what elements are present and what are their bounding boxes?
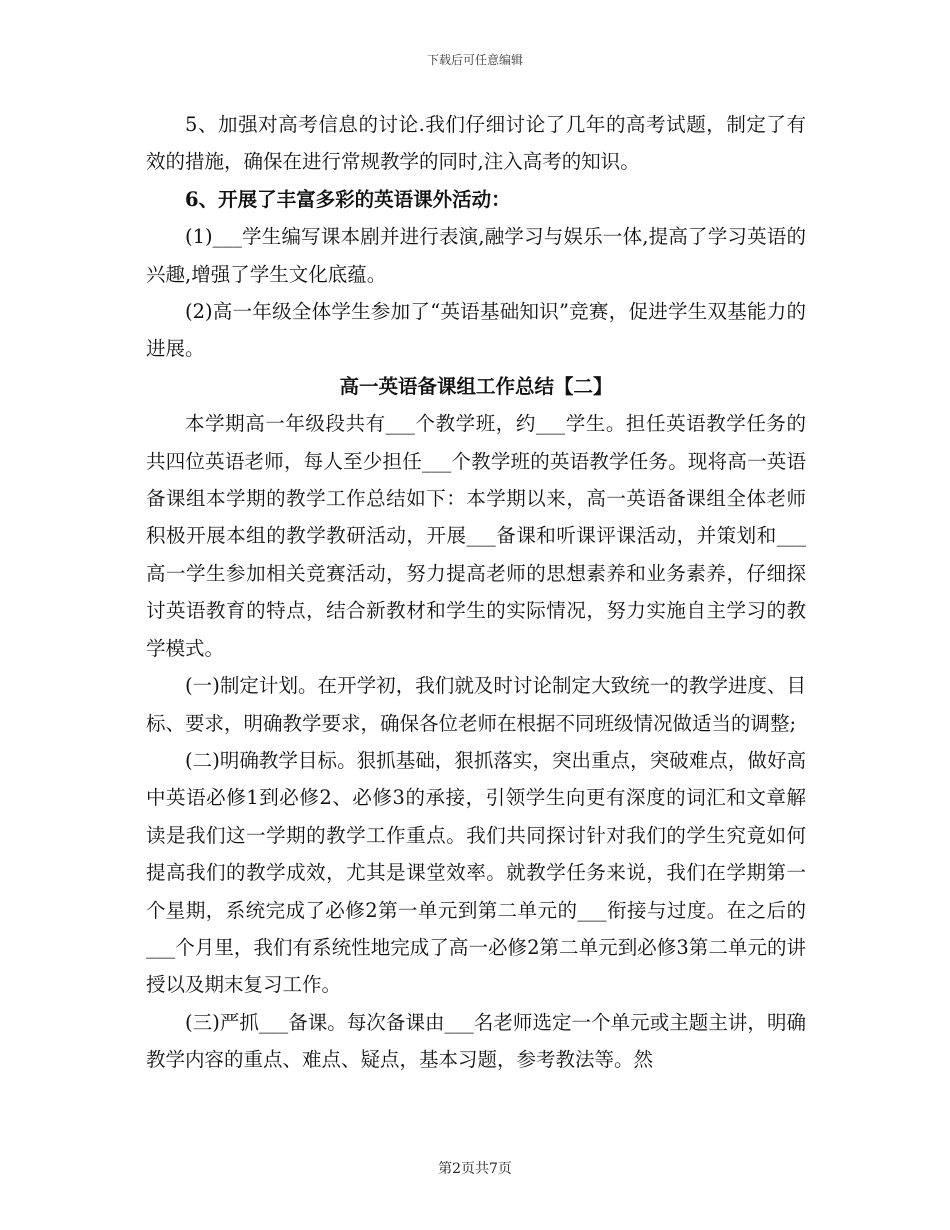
paragraph-point-2: (二)明确教学目标。狠抓基础，狠抓落实，突出重点，突破难点，做好高中英语必修1到必修2、必修3的承接，引领学生向更有深度的词汇和文章解读是我们这一学期的教学工作重点。我们共同探讨针对我们的学生究竟如何提高我们的教学成效，尤其是课堂效率。就教学任务来说，我们在学期第一个星期，系统完成了必修2第一单元到第二单元的___衔接与过度。在之后的___个月里，我们有系统性地完成了高一必修2第二单元到必修3第二单元的讲授以及期末复习工作。 [146, 748, 806, 997]
section-title: 高一英语备课组工作总结【二】 [339, 374, 613, 398]
document-body [146, 106, 806, 1079]
paragraph-point-3: (三)严抓___备课。每次备课由___名老师选定一个单元或主题主讲，明确教学内容的重点、难点、疑点，基本习题，参考教法等。然 [146, 1010, 806, 1072]
paragraph-item-5: 5、加强对高考信息的讨论.我们仔细讨论了几年的高考试题，制定了有效的措施，确保在进行常规教学的同时,注入高考的知识。 [146, 113, 806, 174]
page-number: 第2页共7页 [438, 1161, 512, 1177]
paragraph-activity-2: (2)高一年级全体学生参加了“英语基础知识”竞赛，促进学生双基能力的进展。 [146, 300, 806, 361]
paragraph-activity-1: (1)___学生编写课本剧并进行表演,融学习与娱乐一体,提高了学习英语的兴趣,增强了学生文化底蕴。 [146, 225, 806, 286]
heading-item-6: 6、开展了丰富多彩的英语课外活动： [185, 187, 511, 211]
page-header: 下载后可任意编辑 [426, 53, 523, 67]
paragraph-intro: 本学期高一年级段共有___个教学班，约___学生。担任英语教学任务的共四位英语老师，每人至少担任___个教学班的英语教学任务。现将高一英语备课组本学期的教学工作总结如下：本学期以来，高一英语备课组全体老师积极开展本组的教学教研活动，开展___备课和听课评课活动，并策划和___高一学生参加相关竞赛活动，努力提高老师的思想素养和业务素养，仔细探讨英语教育的特点，结合新教材和学生的实际情况，努力实施自主学习的教学模式。 [146, 412, 806, 660]
paragraph-point-1: (一)制定计划。在开学初，我们就及时讨论制定大致统一的教学进度、目标、要求，明确教学要求，确保各位老师在根据不同班级情况做适当的调整; [146, 674, 806, 735]
